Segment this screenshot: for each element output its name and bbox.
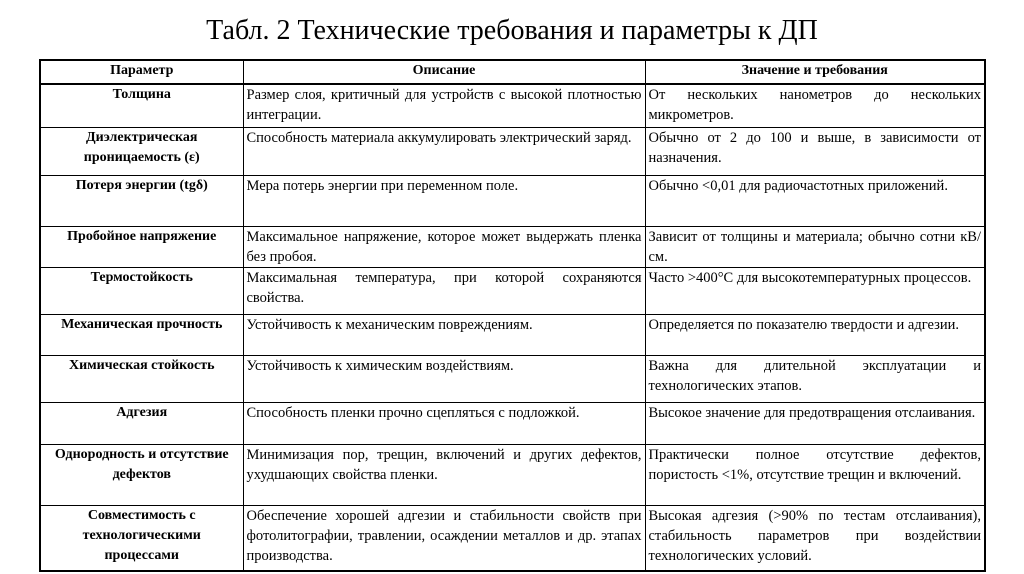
table-row: [40, 267, 985, 314]
value-cell: Часто >400°С для высокотемпературных процессов.: [645, 267, 985, 314]
value-cell: Обычно от 2 до 100 и выше, в зависимости от назначения.: [645, 127, 985, 175]
description-cell: Способность материала аккумулировать электрический заряд.: [243, 127, 645, 175]
parameter-cell: Совместимость с технологическими процессами: [40, 505, 243, 571]
value-cell: От нескольких нанометров до нескольких микрометров.: [645, 84, 985, 127]
table-row: [40, 444, 985, 505]
value-cell: Высокая адгезия (>90% по тестам отслаивания), стабильность параметров при воздействии технологических условий.: [645, 505, 985, 571]
parameter-cell: Химическая стойкость: [40, 355, 243, 402]
parameter-cell: Механическая прочность: [40, 314, 243, 355]
description-cell: Максимальное напряжение, которое может выдержать пленка без пробоя.: [243, 226, 645, 267]
description-cell: Обеспечение хорошей адгезии и стабильности свойств при фотолитографии, травлении, осаждении металлов и др. этапах производства.: [243, 505, 645, 571]
table-row: [40, 402, 985, 444]
value-cell: Высокое значение для предотвращения отслаивания.: [645, 402, 985, 444]
value-cell: Практически полное отсутствие дефектов, пористость <1%, отсутствие трещин и включений.: [645, 444, 985, 505]
description-cell: Устойчивость к химическим воздействиям.: [243, 355, 645, 402]
value-cell: Обычно <0,01 для радиочастотных приложений.: [645, 175, 985, 226]
table-row: [40, 84, 985, 127]
page-title: Табл. 2 Технические требования и параметры к ДП: [206, 15, 818, 46]
value-cell: Важна для длительной эксплуатации и технологических этапов.: [645, 355, 985, 402]
column-header-value: Значение и требования: [645, 60, 985, 84]
table-row: [40, 127, 985, 175]
table-row: [40, 175, 985, 226]
description-cell: Способность пленки прочно сцепляться с подложкой.: [243, 402, 645, 444]
table-row: [40, 226, 985, 267]
parameter-cell: Диэлектрическая проницаемость (ε): [40, 127, 243, 175]
parameter-cell: Потеря энергии (tgδ): [40, 175, 243, 226]
column-header-description: Описание: [243, 60, 645, 84]
parameter-cell: Адгезия: [40, 402, 243, 444]
table-row: [40, 314, 985, 355]
description-cell: Устойчивость к механическим повреждениям.: [243, 314, 645, 355]
value-cell: Зависит от толщины и материала; обычно сотни кВ/см.: [645, 226, 985, 267]
description-cell: Мера потерь энергии при переменном поле.: [243, 175, 645, 226]
parameter-cell: Толщина: [40, 84, 243, 127]
description-cell: Размер слоя, критичный для устройств с высокой плотностью интеграции.: [243, 84, 645, 127]
value-cell: Определяется по показателю твердости и адгезии.: [645, 314, 985, 355]
parameter-cell: Пробойное напряжение: [40, 226, 243, 267]
parameter-cell: Однородность и отсутствие дефектов: [40, 444, 243, 505]
description-cell: Максимальная температура, при которой сохраняются свойства.: [243, 267, 645, 314]
parameter-cell: Термостойкость: [40, 267, 243, 314]
column-header-parameter: Параметр: [40, 60, 243, 84]
table-row: [40, 355, 985, 402]
table-header-row: [40, 60, 985, 84]
requirements-table: [39, 59, 986, 572]
table-row: [40, 505, 985, 571]
description-cell: Минимизация пор, трещин, включений и других дефектов, ухудшающих свойства пленки.: [243, 444, 645, 505]
